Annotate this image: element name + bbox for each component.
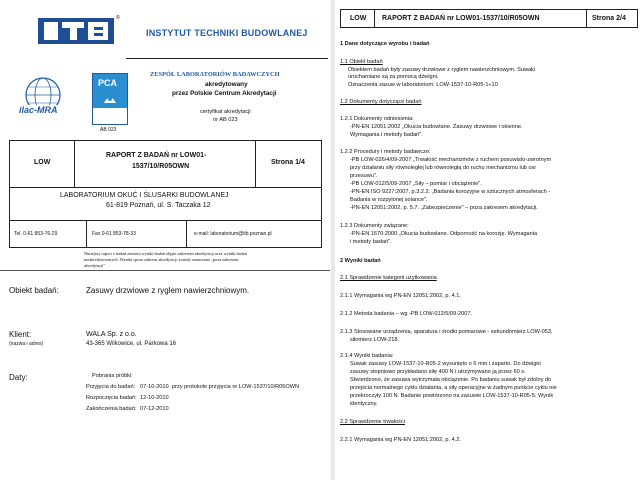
note-line2: nieakredytowanych. Wyniki spoza zakresu akredytacji zostały oznaczone „poza zakresem xyxy=(84,257,239,262)
section-1-1-text: Obiektem badań były zasuwy drzwiowe z ryglem nawierzchniowym. Suwaki xyxy=(348,67,536,73)
date-row-extra: przy protokole przyjęcia nr LOW-1537/10/R05OWN xyxy=(172,384,300,390)
section-1-2-2-title: 1.2.2 Procedury i metody badawcze: xyxy=(340,149,431,155)
low-code: LOW xyxy=(34,159,51,166)
section-2-1-3: 2.1.3 Stosowane urządzenia, aparatura i środki pomiarowe - sekundomierz LOW-053, xyxy=(340,329,553,335)
section-1-2-2-text: przy działaniu siły równoległej lub równoległą do ruchu mechanizmu lub osi xyxy=(350,165,536,171)
section-2-1-4-text: przekroczyły 100 N. Badanie powtórzono na zasuwie LOW-1537-10-R05-5. Wynik xyxy=(350,393,554,399)
section-1-1-text: Oznaczenia zasuw w laboratorium: LOW-1537-10-R05-1÷10 xyxy=(348,82,498,88)
section-1-2-2-text: Badania w rozpylonej solance". xyxy=(350,197,428,203)
client-sublabel: (nazwa i adres) xyxy=(9,341,44,347)
header-divider xyxy=(126,58,328,59)
date-row-value: 07-10-2010 xyxy=(140,384,169,390)
sample-date-label: Pobrania próbki: xyxy=(92,373,133,379)
date-row-value: 07-12-2010 xyxy=(140,406,169,412)
section-1-2-1-text: Wymagania i metody badań". xyxy=(350,132,423,138)
client-address: 43-365 Wilkowice, ul. Parkowa 16 xyxy=(86,341,177,347)
section-1-2-1-text: -PN-EN 12051:2002 „Okucia budowlane. Zasuwy drzwiowe i okienne. xyxy=(350,124,523,130)
date-row-label: Zakończenia badań: xyxy=(86,406,137,412)
ilac-mra-logo xyxy=(14,75,72,127)
object-label: Obiekt badań: xyxy=(9,286,59,295)
section-2-2-title: 2.2 Sprawdzenie trwałości xyxy=(340,419,405,425)
email-address: e-mail: laboratorium@itb.poznan.pl xyxy=(194,231,272,237)
report-title-line2: 1537/10/R05OWN xyxy=(132,163,190,170)
section-1-2-3-title: 1.2.3 Dokumenty związane: xyxy=(340,223,409,229)
client-label: Klient: xyxy=(9,330,32,339)
section-2-1-4-text: przejścia normalnego cyklu działania, a siły operacyjne w żadnym punkcie cyklu nie xyxy=(350,385,557,391)
section-2-1-1: 2.1.1 Wymagania wg PN-EN 12051:2002, p. 4.1. xyxy=(340,293,461,299)
by-pca-text: przez Polskie Centrum Akredytacji xyxy=(172,90,277,97)
page-gutter xyxy=(331,0,335,480)
pca-logo xyxy=(92,73,128,125)
institute-name: INSTYTUT TECHNIKI BUDOWLANEJ xyxy=(146,28,308,38)
client-name: WALA Sp. z o.o. xyxy=(86,331,137,338)
object-value: Zasuwy drzwiowe z ryglem nawierzchniowym. xyxy=(86,286,250,295)
pca-emblem-icon xyxy=(102,91,118,106)
certificate-text: certyfikat akredytacji xyxy=(200,109,251,115)
lab-name: LABORATORIUM OKUĆ I ŚLUSARKI BUDOWLANEJ xyxy=(60,192,229,199)
section-2-1-4-title: 2.1.4 Wyniki badania: xyxy=(340,353,394,359)
report-page-2 xyxy=(336,0,640,480)
section-2-1-title: 2.1 Sprawdzenie kategorii użytkowania xyxy=(340,275,437,281)
ab-number: AB 023 xyxy=(100,127,117,133)
section-1-2-3-text: -PN-EN 1670:2000 „Okucia budowlane. Odporność na korozję. Wymagania xyxy=(350,231,538,237)
section-2-title: 2 Wyniki badań xyxy=(340,258,381,264)
section-2-2-1: 2.2.1 Wymagania wg PN-EN 12051:2002, p. 4.2. xyxy=(340,437,461,443)
section-1-1-title: 1.1 Obiekt badań xyxy=(340,59,383,65)
note-line3: akredytacji" xyxy=(84,263,105,268)
accredited-text: akredytowany xyxy=(205,81,248,88)
section-1-2-2-text: przesuwu". xyxy=(350,173,378,179)
section-2-1-3-text: siłomierz LOW-218. xyxy=(350,337,400,343)
phone-number: Tel. 0-61 853-76-29 xyxy=(14,231,58,237)
page-indicator: Strona 1/4 xyxy=(271,159,305,166)
date-row-label: Przyjęcia do badań: xyxy=(86,384,136,390)
section-1-2-2-text: -PN-EN ISO 9227:2007, p.3.2.2. „Badania korozyjne w sztucznych atmosferach - xyxy=(350,189,551,195)
lab-address: 61-819 Poznań, ul. S. Taczaka 12 xyxy=(106,202,211,209)
report-title-line1: RAPORT Z BADAŃ nr LOW01- xyxy=(106,152,207,159)
date-row-value: 12-10-2010 xyxy=(140,395,169,401)
section-1-2-2-text: -PB LOW-012/5/09-2007 „Siły – pomiar i obciążenie". xyxy=(350,181,482,187)
section-2-1-4-text: identyczny. xyxy=(350,401,378,407)
page2-low-code: LOW xyxy=(350,15,367,22)
date-row-label: Rozpoczęcia badań: xyxy=(86,395,137,401)
fax-number: Fax 0-61 853-78-33 xyxy=(92,231,136,237)
section-2-1-2: 2.1.2 Metoda badania – wg -PB LOW-012/5/09-2007. xyxy=(340,311,473,317)
section-1-2-1-title: 1.2.1 Dokumenty odniesienia: xyxy=(340,116,414,122)
ilac-mra-label: ilac-MRA xyxy=(19,105,58,115)
section-1-title: 1 Dane dotyczące wyrobu i badań xyxy=(340,41,430,47)
pca-label: PCA xyxy=(98,78,118,88)
section-1-2-3-text: i metody badań". xyxy=(350,239,392,245)
itb-logo xyxy=(38,18,114,44)
section-2-1-4-text: zasuwy stopniowo przykładano siłę 400 N i utrzymywano ją przez 60 s. xyxy=(350,369,526,375)
page2-report-title: RAPORT Z BADAŃ nr LOW01-1537/10/R05OWN xyxy=(382,15,540,22)
dates-label: Daty: xyxy=(9,373,28,382)
section-2-1-4-text: Suwak zasuwy LOW-1537-10-R05-2 wysunięto o 6 mm i zaparto. Do dźwigni xyxy=(350,361,541,367)
page2-page-indicator: Strona 2/4 xyxy=(592,15,626,22)
section-1-2-title: 1.2 Dokumenty dotyczące badań xyxy=(340,99,422,105)
note-line1: Niniejszy raport z badań zawiera wyniki badań objęte zakresem akredytacji oraz wyniki badań xyxy=(84,251,247,256)
certificate-number: nr AB 023 xyxy=(213,117,238,123)
section-2-1-4-text: Stwierdzono, że zasuwa wytrzymała obciążenie. Po badaniu suwak był zdolny do xyxy=(350,377,552,383)
section-1-2-2-text: -PB LOW-026/4/09-2007 „Trwałość mechanizmów z ruchem posuwisto-zwrotnym xyxy=(350,157,552,163)
registered-mark: ® xyxy=(116,15,120,21)
team-name: ZESPÓŁ LABORATORIÓW BADAWCZYCH xyxy=(150,71,280,78)
section-divider xyxy=(0,270,330,271)
section-1-1-text: uruchamiane są za pomocą dźwigni. xyxy=(348,74,439,80)
section-1-2-2-text: -PN-EN 12051:2002, p. 5.7. „Zabezpieczenie" – poza zakresem akredytacji. xyxy=(350,205,538,211)
